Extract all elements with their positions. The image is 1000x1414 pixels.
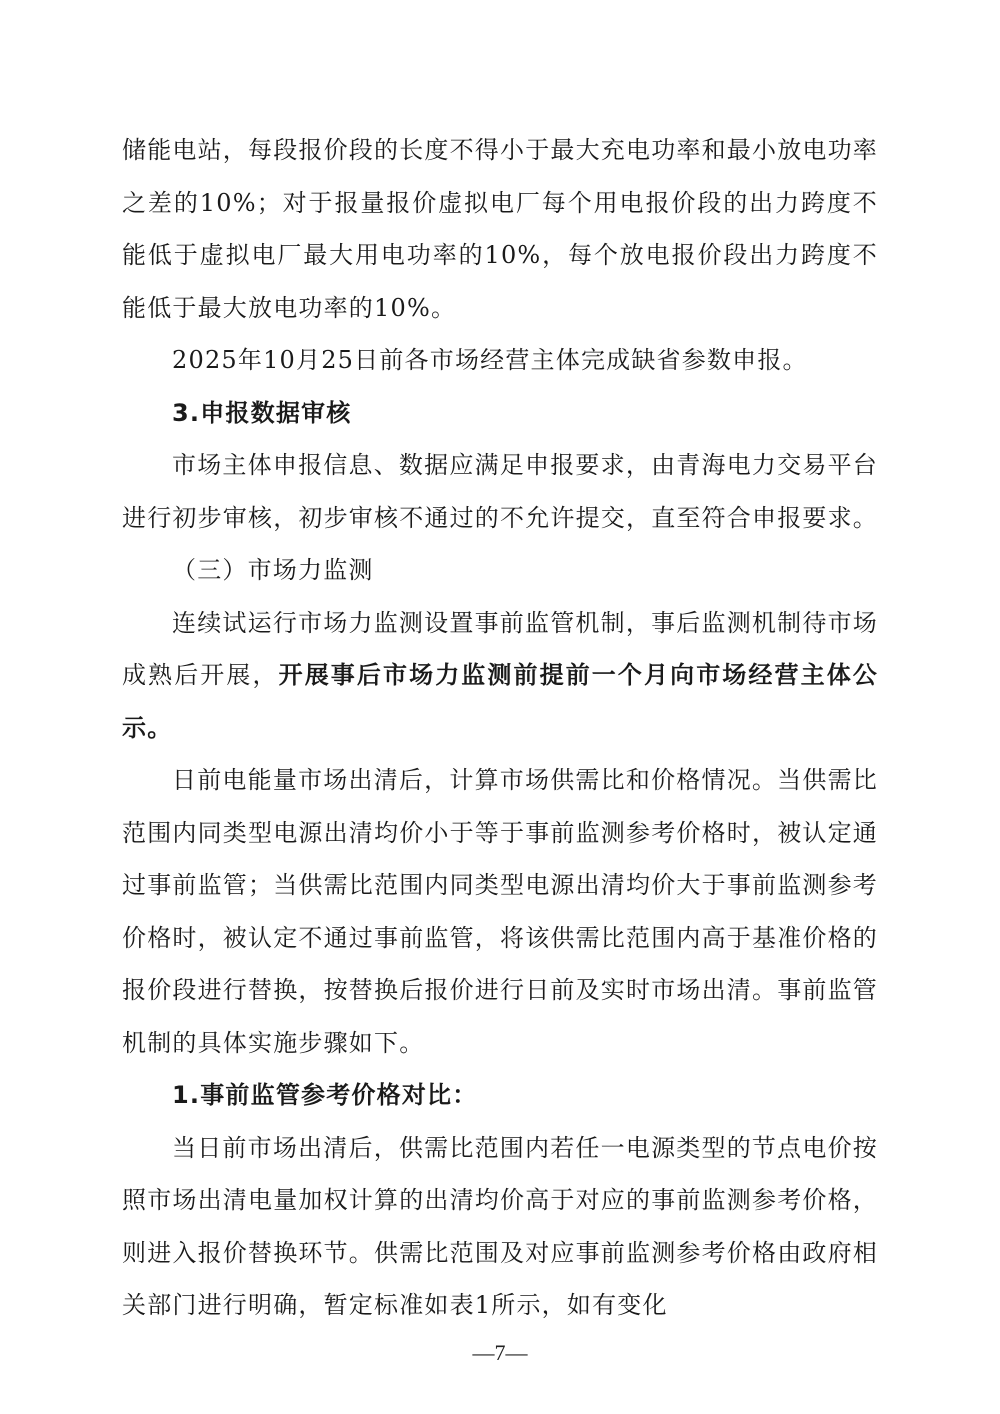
paragraph-supply-demand: 日前电能量市场出清后，计算市场供需比和价格情况。当供需比范围内同类型电源出清均价小于等于事前监测参考价格时，被认定通过事前监管；当供需比范围内同类型电源出清均价大于事前监测参考价格时，被认定不通过事前监管，将该供需比范围内高于基准价格的报价段进行替换，按替换后报价进行日前及实时市场出清。事前监管机制的具体实施步骤如下。 <box>122 766 878 1057</box>
heading-data-review: 3.申报数据审核 <box>172 398 352 427</box>
paragraph-deadline: 2025年10月25日前各市场经营主体完成缺省参数申报。 <box>172 346 808 374</box>
page-number: —7— <box>472 1340 528 1365</box>
heading-market-power: （三）市场力监测 <box>172 556 374 584</box>
document-body <box>122 124 878 1332</box>
market-power-emphasis: 开展事后市场力监测前提前一个月向市场经营主体公示。 <box>122 661 878 742</box>
paragraph-price-compare: 当日前市场出清后，供需比范围内若任一电源类型的节点电价按照市场出清电量加权计算的出清均价高于对应的事前监测参考价格，则进入报价替换环节。供需比范围及对应事前监测参考价格由政府相关部门进行明确，暂定标准如表1所示，如有变化 <box>122 1133 878 1319</box>
market-power-text: 连续试运行市场力监测设置事前监管机制，事后监测机制待市场成熟后开展， <box>122 608 878 689</box>
paragraph-market-power <box>122 597 878 755</box>
paragraph-data-review: 市场主体申报信息、数据应满足申报要求，由青海电力交易平台进行初步审核，初步审核不通过的不允许提交，直至符合申报要求。 <box>122 451 878 532</box>
paragraph-storage-segment: 储能电站，每段报价段的长度不得小于最大充电功率和最小放电功率之差的10%；对于报量报价虚拟电厂每个用电报价段的出力跨度不能低于虚拟电厂最大用电功率的10%，每个放电报价段出力跨度不能低于最大放电功率的10%。 <box>122 136 878 322</box>
heading-price-compare: 1.事前监管参考价格对比： <box>172 1081 478 1109</box>
